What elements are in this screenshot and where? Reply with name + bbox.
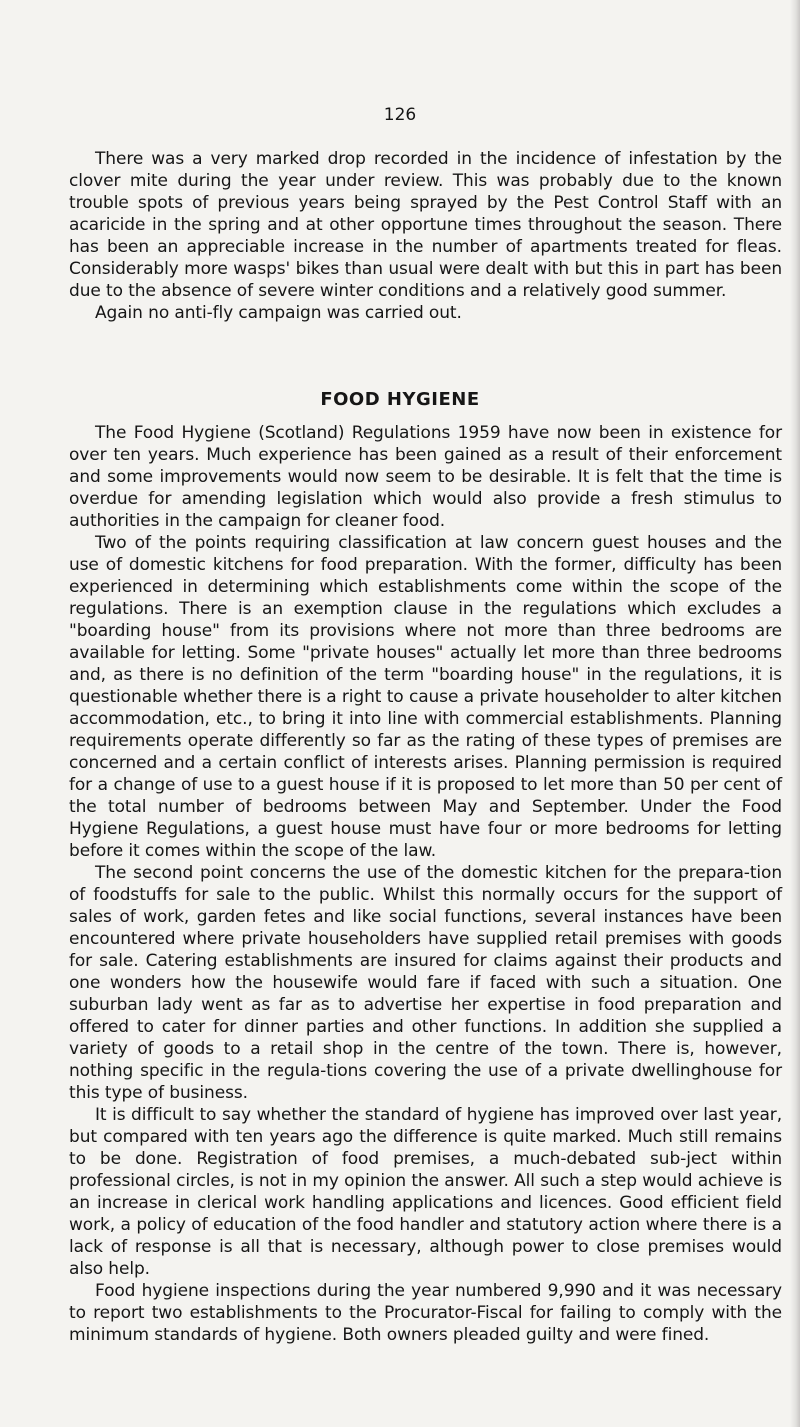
paragraph-anti-fly: Again no anti-fly campaign was carried out. [95,303,462,323]
food-hygiene-section [69,422,782,1346]
section-heading: FOOD HYGIENE [320,389,480,410]
paragraph-domestic-kitchen: The second point concerns the use of the domestic kitchen for the prepara-tion of foodstuffs for sale to the public. Whilst this normally occurs for the support of sales of work, garden fetes and like social functions, several instances have been encountered where private householders have supplied retail premises with goods for sale. Catering establishments are insured for claims against their products and one wonders how the housewife would fare if faced with such a situation. One suburban lady went as far as to advertise her expertise in food preparation and offered to cater for dinner parties and other functions. In addition she supplied a variety of goods to a retail shop in the centre of the town. There is, however, nothing specific in the regula-tions covering the use of a private dwellinghouse for this type of business. [69,863,782,1103]
paragraph-guest-houses: Two of the points requiring classification at law concern guest houses and the use of domestic kitchens for food preparation. With the former, difficulty has been experienced in determining which establishments come within the scope of the regulations. There is an exemption clause in the regulations which excludes a "boarding house" from its provisions where not more than three bedrooms are available for letting. Some "private houses" actually let more than three bedrooms and, as there is no definition of the term "boarding house" in the regulations, it is questionable whether there is a right to cause a private householder to alter kitchen accommodation, etc., to bring it into line with commercial establishments. Planning requirements operate differently so far as the rating of these types of premises are concerned and a certain conflict of interests arises. Planning permission is required for a change of use to a guest house if it is proposed to let more than 50 per cent of the total number of bedrooms between May and September. Under the Food Hygiene Regulations, a guest house must have four or more bedrooms for letting before it comes within the scope of the law. [69,533,782,861]
paragraph-inspections: Food hygiene inspections during the year numbered 9,990 and it was necessary to report two establishments to the Procurator-Fiscal for failing to comply with the minimum standards of hygiene. Both owners pleaded guilty and were fined. [69,1281,782,1345]
page-number: 126 [383,105,417,125]
paragraph-regulations: The Food Hygiene (Scotland) Regulations 1959 have now been in existence for over ten years. Much experience has been gained as a result of their enforcement and some improvements would now seem to be desirable. It is felt that the time is overdue for amending legislation which would also provide a fresh stimulus to authorities in the campaign for cleaner food. [69,423,782,531]
paragraph-hygiene-standard: It is difficult to say whether the standard of hygiene has improved over last year, but compared with ten years ago the difference is quite marked. Much still remains to be done. Registration of food premises, a much-debated sub-ject within professional circles, is not in my opinion the answer. All such a step would achieve is an increase in clerical work handling applications and licences. Good efficient field work, a policy of education of the food handler and statutory action where there is a lack of response is all that is necessary, although power to close premises would also help. [69,1105,782,1279]
page-edge-shadow [790,0,800,1427]
paragraph-clover-mite: There was a very marked drop recorded in the incidence of infestation by the clover mite during the year under review. This was probably due to the known trouble spots of previous years being sprayed by the Pest Control Staff with an acaricide in the spring and at other opportune times throughout the season. There has been an appreciable increase in the number of apartments treated for fleas. Considerably more wasps' bikes than usual were dealt with but this in part has been due to the absence of severe winter conditions and a relatively good summer. [69,149,782,301]
intro-section [69,148,782,324]
